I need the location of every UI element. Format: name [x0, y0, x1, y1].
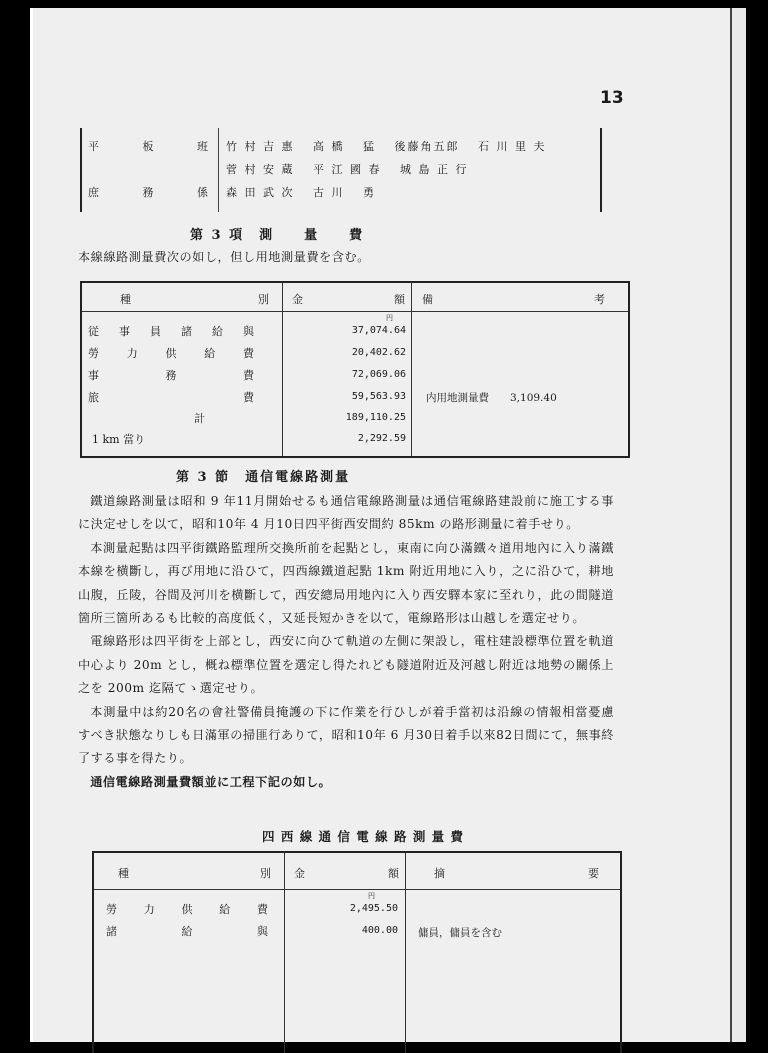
paragraph: 電線路形は四平街を上部とし，西安に向ひて軌道の左側に架設し，電柱建設標準位置を軌道中心より 20m とし，概ね標準位置を選定し得たれども隧道附近及河越し附近は地勢の關係上之を 200m 迄隔てゝ選定せり。: [78, 634, 614, 696]
row-label: [88, 323, 254, 339]
total-label: 計: [194, 412, 205, 425]
header-remarks-a: 摘: [434, 867, 445, 880]
row-label: [88, 345, 254, 361]
remark-cell: 内用地測量費 3,109.40: [426, 392, 557, 404]
header-remarks-b: 考: [594, 293, 605, 306]
label-char: 與: [243, 325, 254, 338]
body-text: [78, 490, 614, 794]
paragraph: 本線線路測量費次の如し，但し用地測量費を含む。: [78, 250, 370, 264]
header-remarks-a: 備: [422, 293, 433, 306]
label-char: 供: [165, 347, 177, 360]
label-char: 勞: [88, 347, 99, 360]
label-char: 班: [197, 140, 208, 153]
staff-table: [80, 128, 602, 212]
survey-cost-table: [80, 281, 630, 458]
label-char: 勞: [106, 903, 117, 916]
amount-cell: 2,292.59: [357, 433, 406, 444]
remark-cell: 傭員，傭員を含む: [418, 927, 502, 939]
table-title: 四 西 線 通 信 電 線 路 測 量 費: [262, 829, 465, 844]
label-char: 費: [243, 391, 254, 404]
label-char: 平: [88, 140, 99, 153]
table-row: [82, 184, 600, 208]
amount-cell: 37,074.64: [351, 325, 406, 336]
unit-label: 円: [386, 314, 393, 322]
header-amount-b: 額: [394, 293, 405, 306]
label-char: 給: [204, 347, 216, 360]
member-names: 竹 村 吉 惠 高 橋 猛 後藤角五郎 石 川 里 夫: [226, 140, 547, 153]
amount-cell: 20,402.62: [351, 347, 406, 358]
label-char: 板: [142, 140, 154, 153]
amount-cell: 59,563.93: [351, 391, 406, 402]
header-remarks-b: 要: [588, 867, 599, 880]
section-heading: 第 3 項 測 量 費: [190, 228, 365, 243]
amount-cell: 72,069.06: [351, 369, 406, 380]
label-char: 費: [243, 347, 254, 360]
header-category-a: 種: [120, 293, 131, 306]
row-label: [88, 389, 254, 405]
row-label: [88, 138, 208, 154]
label-char: 諸: [181, 325, 192, 338]
label-char: 事: [88, 369, 99, 382]
section-intro: [78, 246, 614, 269]
header-category-b: 別: [260, 867, 271, 880]
paragraph: 本測量起點は四平街鐵路監理所交換所前を起點とし，東南に向ひ滿鐵々道用地內に入り滿鐵本線を横斷し，再び用地に沿ひて，四西線鐵道起點 1km 附近用地に入り，之に沿ひて，耕地山腹，丘陵，谷間及河川を横斷して，西安總局用地內に入り西安驛本家に至れり，此の間隧道箇所三箇所あるも比較的高度低く，又延長短かきを以て，電線路形は山越しを選定せり。: [78, 540, 614, 626]
table-row: [82, 138, 600, 162]
amount-column: [285, 853, 406, 1053]
section-heading: 第 3 節 通信電線路測量: [176, 470, 351, 485]
label-char: 諸: [106, 925, 117, 938]
label-char: 給: [212, 325, 223, 338]
label-char: 力: [126, 347, 138, 360]
header-amount-a: 金: [294, 867, 305, 880]
row-label: [88, 184, 208, 200]
row-label: [88, 367, 254, 383]
unit-label: 円: [368, 892, 375, 900]
label-char: 力: [143, 903, 155, 916]
header-category-a: 種: [118, 867, 129, 880]
adjacent-page-edge: [730, 8, 746, 1042]
label-char: 務: [142, 186, 154, 199]
label-char: 係: [197, 186, 208, 199]
member-names: 森 田 武 次 古 川 勇: [226, 186, 376, 199]
label-char: 庶: [88, 186, 99, 199]
row-label: [106, 923, 268, 939]
label-char: 給: [181, 925, 193, 938]
telecom-cost-table: [92, 851, 622, 1053]
amount-cell: 189,110.25: [345, 412, 406, 423]
header-amount-a: 金: [292, 293, 303, 306]
amount-cell: 2,495.50: [349, 903, 398, 914]
paragraph: 通信電線路測量費額並に工程下記の如し。: [90, 774, 332, 789]
page-number: 13: [600, 88, 624, 108]
label-char: 従: [88, 325, 99, 338]
label-char: 供: [181, 903, 193, 916]
paragraph: 鐵道線路測量は昭和 9 年11月開始せるも通信電線路測量は通信電線路建設前に施工する事に決定せしを以て，昭和10年 4 月10日四平街西安間約 85km の路形測量に着手せり。: [78, 494, 614, 532]
label-char: 員: [150, 325, 161, 338]
label-char: 事: [119, 325, 130, 338]
per-km-label: 1 km 當り: [92, 433, 146, 446]
header-category-b: 別: [258, 293, 269, 306]
member-names: 菅 村 安 蔵 平 江 國 春 城 島 正 行: [226, 163, 469, 176]
amount-cell: 400.00: [361, 925, 398, 936]
label-char: 與: [257, 925, 268, 938]
table-row: [82, 161, 600, 185]
category-column: [94, 853, 285, 1053]
paragraph: 本測量中は約20名の會社警備員掩護の下に作業を行ひしが着手當初は沿線の情報相當憂慮すべき狀態なりしも日滿軍の掃匪行ありて，昭和10年 6 月30日着手以來82日間にて，無事終了する事を得たり。: [78, 704, 614, 766]
label-char: 費: [257, 903, 268, 916]
label-char: 旅: [88, 391, 99, 404]
label-char: 給: [219, 903, 231, 916]
header-amount-b: 額: [388, 867, 399, 880]
row-label: [106, 901, 268, 917]
label-char: 費: [243, 369, 254, 382]
label-char: 務: [165, 369, 177, 382]
